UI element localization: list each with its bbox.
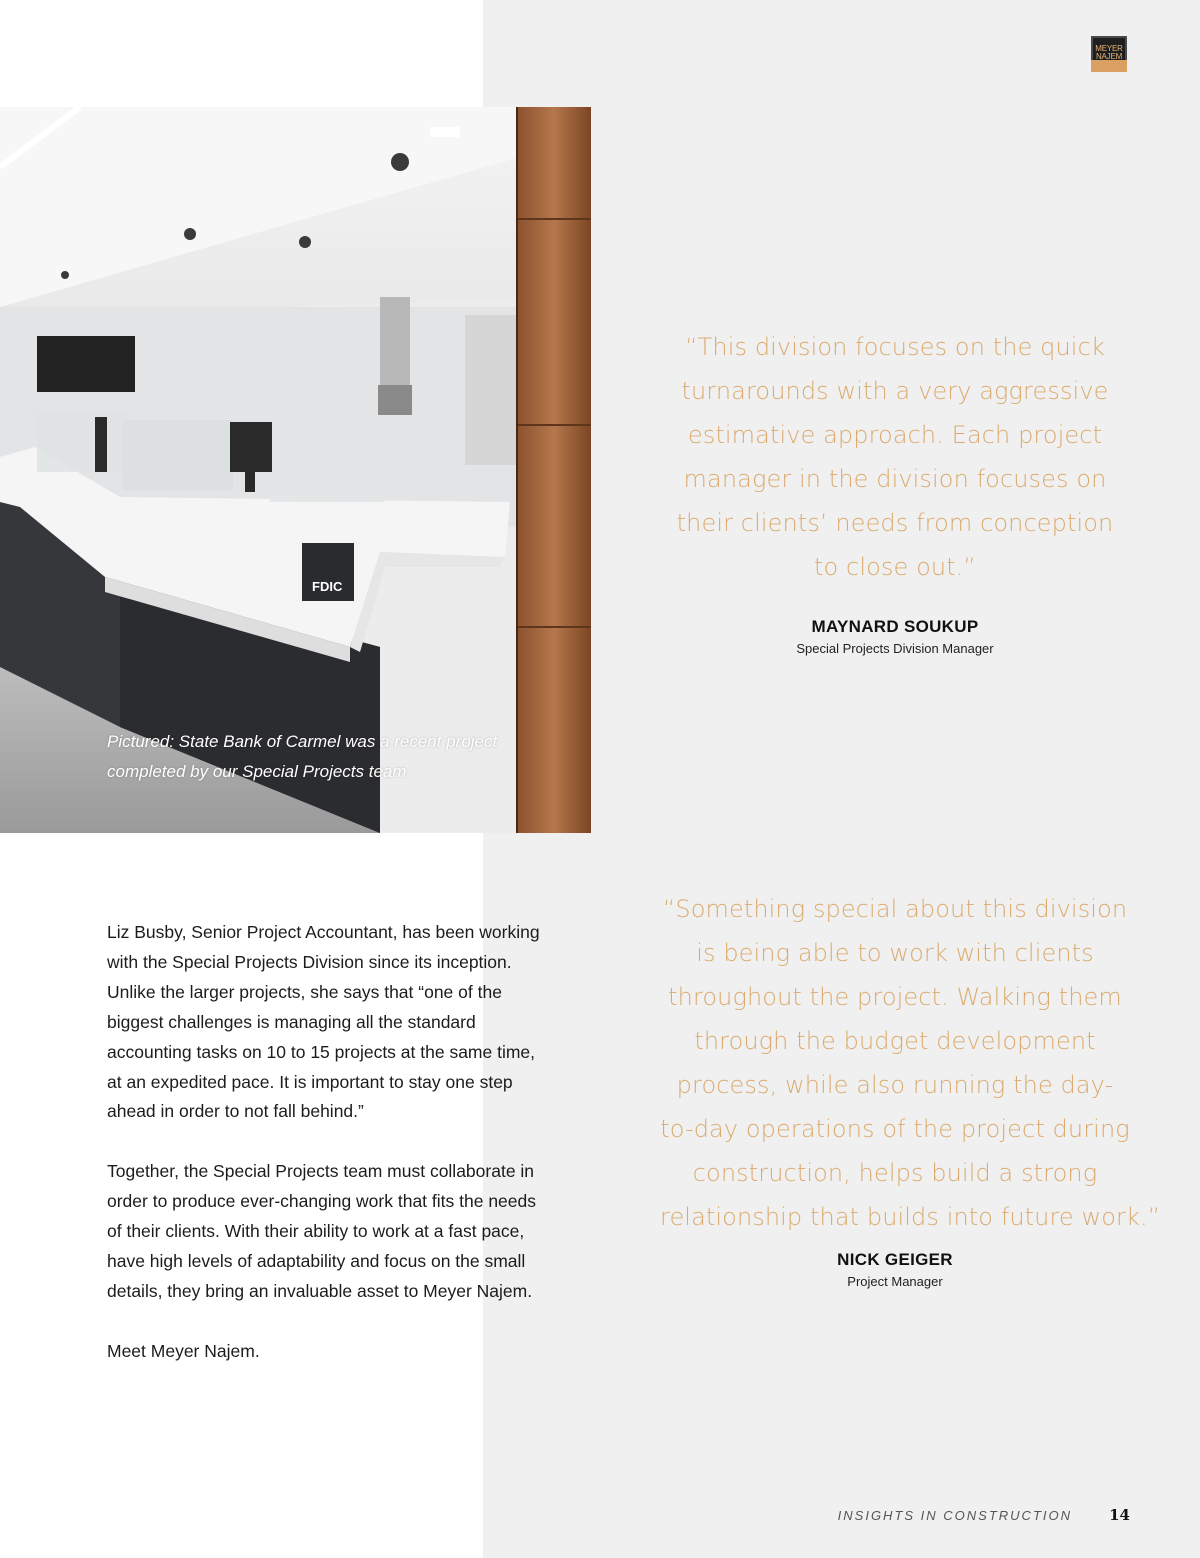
quote-line: to-day operations of the project during — [660, 1115, 1130, 1143]
quote-author-title: Project Manager — [847, 1274, 943, 1289]
quote-nick-geiger — [660, 887, 1161, 1239]
body-paragraph: Liz Busby, Senior Project Accountant, has been working with the Special Projects Division since its inception. Unlike the larger projects, she says that “one of the biggest challenges is managing all the standard accounting tasks on 10 to 15 projects at the same time, at an expedited pace. It is important to stay one step ahead in order to not fall behind.” — [107, 922, 540, 1122]
meyer-najem-logo — [1091, 36, 1127, 72]
quote-line: estimative approach. Each project — [687, 421, 1103, 449]
page-number: 14 — [1109, 1506, 1130, 1524]
quote-line: process, while also running the day- — [676, 1071, 1114, 1099]
quote-line: “This division focuses on the quick — [685, 333, 1105, 361]
quote-line: to close out.” — [814, 553, 976, 581]
quote-maynard-soukup — [670, 325, 1120, 589]
body-paragraph: Together, the Special Projects team must collaborate in order to produce ever-changing work that fits the needs of their clients. With their ability to work at a fast pace, have high levels of adaptability and focus on the small details, they bring an invaluable asset to Meyer Najem. — [107, 1161, 536, 1301]
logo-text: MEYER NAJEM — [1095, 44, 1123, 61]
quote-author-name: NICK GEIGER — [837, 1250, 953, 1269]
quote-line: manager in the division focuses on — [683, 465, 1107, 493]
quote-line: throughout the project. Walking them — [668, 983, 1122, 1011]
quote-line: their clients’ needs from conception — [676, 509, 1114, 537]
logo-accent-bar — [1091, 60, 1127, 72]
quote-line: construction, helps build a strong — [692, 1159, 1098, 1187]
photo-caption: Pictured: State Bank of Carmel was a recent project completed by our Special Projects team. — [107, 732, 498, 781]
footer-publication-label: INSIGHTS IN CONSTRUCTION — [837, 1508, 1072, 1523]
quote-line: relationship that builds into future work.” — [660, 1203, 1161, 1231]
quote-author-title: Special Projects Division Manager — [796, 641, 994, 656]
quote-line: turnarounds with a very aggressive — [681, 377, 1109, 405]
fdic-sign-label: FDIC — [312, 579, 343, 594]
bank-interior-photo — [0, 107, 591, 833]
quote-line: through the budget development — [694, 1027, 1096, 1055]
photo-illustration — [0, 107, 591, 833]
quote-line: “Something special about this division — [662, 895, 1128, 923]
article-body — [107, 918, 597, 1396]
quote-line: is being able to work with clients — [696, 939, 1094, 967]
quote-author-name: MAYNARD SOUKUP — [811, 617, 979, 636]
body-paragraph-closing: Meet Meyer Najem. — [107, 1340, 260, 1361]
